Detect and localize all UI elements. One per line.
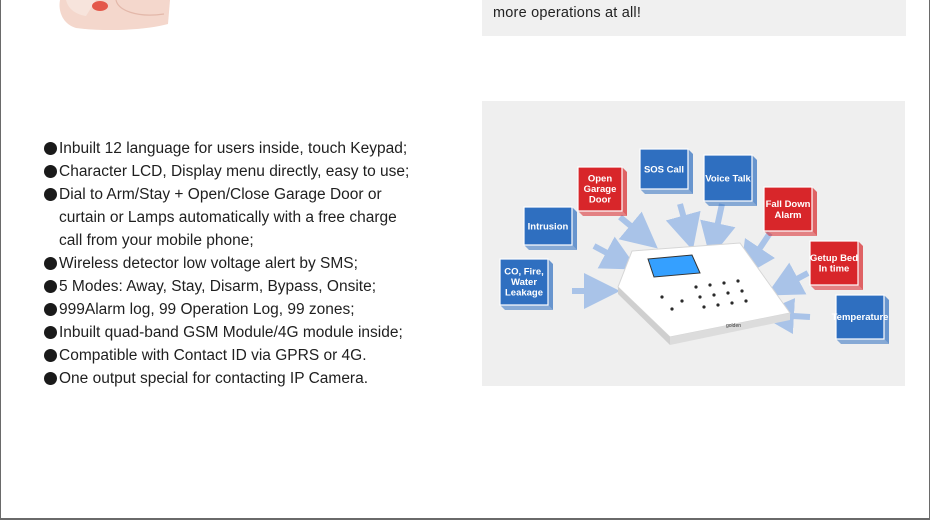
hand-image: [56, 0, 170, 30]
box-getup: [810, 241, 863, 290]
box-label: Fall Down: [765, 198, 811, 210]
box-bottom: [524, 245, 577, 250]
box-bottom: [640, 189, 693, 194]
bullet-icon: [44, 372, 57, 385]
feature-item: 999Alarm log, 99 Operation Log, 99 zones;: [44, 298, 474, 321]
bullet-icon: [44, 188, 57, 201]
box-label: Getup Bed: [809, 252, 859, 264]
box-label: Intrusion: [527, 221, 569, 233]
box-intrusion: [524, 207, 577, 250]
bullet-icon: [44, 349, 57, 362]
feature-item: One output special for contacting IP Camera.: [44, 367, 474, 390]
box-label: Garage: [583, 184, 617, 196]
box-fall: [764, 187, 817, 236]
box-sos: [640, 149, 693, 194]
bullet-icon: [44, 165, 57, 178]
feature-item: Wireless detector low voltage alert by SMS;: [44, 252, 474, 275]
box-label: Water: [510, 277, 538, 289]
device-brand-label: golden: [726, 323, 742, 329]
box-label: Open: [587, 173, 613, 185]
feature-item: Dial to Arm/Stay + Open/Close Garage Door or curtain or Lamps automatically with a free charge call from your mobile phone;: [44, 183, 474, 252]
box-side: [548, 259, 553, 310]
feature-item: Compatible with Contact ID via GPRS or 4G.: [44, 344, 474, 367]
feature-item: Character LCD, Display menu directly, easy to use;: [44, 160, 474, 183]
box-side: [572, 207, 577, 250]
box-label: Temperature: [831, 311, 889, 323]
function-diagram: [482, 101, 905, 386]
feature-item: Inbuilt 12 language for users inside, touch Keypad;: [44, 137, 474, 160]
box-side: [622, 167, 627, 216]
box-label: SOS Call: [643, 164, 685, 176]
box-label: CO, Fire,: [504, 266, 544, 278]
box-label: Leakage: [504, 287, 544, 299]
bullet-icon: [44, 326, 57, 339]
box-bottom: [704, 201, 757, 206]
box-garage: [578, 167, 627, 216]
box-label: In time: [818, 263, 850, 275]
bullet-icon: [44, 257, 57, 270]
box-bottom: [810, 285, 863, 290]
box-voice: [704, 155, 757, 206]
box-co: [500, 259, 553, 310]
box-side: [752, 155, 757, 206]
box-bottom: [764, 231, 817, 236]
box-side: [858, 241, 863, 290]
bullet-icon: [44, 303, 57, 316]
box-bottom: [578, 211, 627, 216]
box-side: [812, 187, 817, 236]
alarm-panel-device: [618, 243, 790, 345]
bullet-icon: [44, 142, 57, 155]
box-label: Alarm: [774, 209, 802, 221]
box-bottom: [836, 339, 889, 344]
box-label: Door: [588, 194, 612, 206]
box-label: Voice Talk: [705, 173, 751, 185]
box-side: [688, 149, 693, 194]
feature-item: 5 Modes: Away, Stay, Disarm, Bypass, Onsite;: [44, 275, 474, 298]
top-panel-text: more operations at all!: [493, 5, 642, 21]
feature-list: [44, 137, 474, 390]
box-temp: [832, 295, 889, 344]
box-bottom: [500, 305, 553, 310]
feature-item: Inbuilt quad-band GSM Module/4G module inside;: [44, 321, 474, 344]
top-text-panel: [482, 0, 906, 36]
bullet-icon: [44, 280, 57, 293]
